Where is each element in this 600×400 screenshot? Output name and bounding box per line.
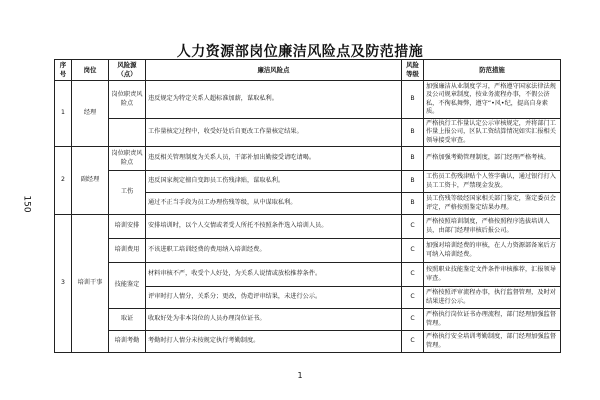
seq-cell: 1 [55, 81, 72, 147]
measures-cell: 按照职业技能鉴定文件条件审核推荐，汇报领导审查。 [424, 263, 561, 287]
measures-cell: 严格执行工作量认定公示审核规定，并将部门工作量上报公司，区队工资结算情况如实汇报相关领导接受审查。 [424, 119, 561, 147]
risk-point-cell: 材料审核不严，收受个人好处，为关系人说情或放松推荐条件。 [146, 263, 402, 287]
seq-cell: 2 [55, 147, 72, 215]
measures-cell: 严格执行安全培训考勤制度，部门经理加强监督管理。 [424, 331, 561, 353]
side-page-number: 150 [21, 195, 32, 213]
table-row [55, 239, 561, 263]
risk-type-cell [109, 119, 146, 147]
risk-point-cell: 违反国家规定擅自变卸员工伤残津贴，谋取私利。 [146, 171, 402, 193]
table-row [55, 331, 561, 353]
table-row [55, 147, 561, 171]
risk-point-cell: 工作量核定过程中，收受好处后自更改工作量核定结果。 [146, 119, 402, 147]
header-seq: 序号 [55, 60, 72, 81]
risk-type-cell: 技能鉴定 [109, 263, 146, 309]
risk-level-cell: C [402, 263, 424, 287]
risk-level-cell: B [402, 171, 424, 193]
table-row [55, 171, 561, 193]
risk-point-cell: 违反相关管理制度为关系人员，干部补加出勤接受请吃请喝。 [146, 147, 402, 171]
risk-type-cell: 岗位职责风险点 [109, 81, 146, 119]
position-cell: 副经理 [72, 147, 109, 215]
measures-cell: 工伤员工伤残津贴个人签字确认，通过银行打入员工工资卡，严禁现金发放。 [424, 171, 561, 193]
measures-cell: 加强廉洁从业制度学习，严格遵守国家法律法规及公司规章制度，按业务流程办事，不假公济私，不徇私舞弊，遵守“•风•纪，提高自身素质。 [424, 81, 561, 119]
header-position: 岗位 [72, 60, 109, 81]
risk-level-cell: B [402, 147, 424, 171]
table-row [55, 263, 561, 287]
risk-point-cell: 收取好处为非本岗位的人员办理岗位证书。 [146, 309, 402, 331]
header-risk-level: 风险等级 [402, 60, 424, 81]
risk-type-cell: 工伤 [109, 171, 146, 215]
risk-point-cell: 违反规定为特定关系人超标准加薪，谋取私利。 [146, 81, 402, 119]
risk-level-cell: C [402, 215, 424, 239]
table-row [55, 119, 561, 147]
measures-cell: 严格执行岗位证书办理流程，部门经理加强监督管理。 [424, 309, 561, 331]
risk-level-cell: B [402, 119, 424, 147]
position-cell: 培训干事 [72, 215, 109, 353]
measures-cell: 严格加强考勤管理制度，部门经理严格考核。 [424, 147, 561, 171]
measures-cell: 加强对培训经费的审核，在人力资源部备案后方可纳入培训经费。 [424, 239, 561, 263]
header-measures: 防范措施 [424, 60, 561, 81]
table-row [55, 309, 561, 331]
risk-type-cell: 培训安排 [109, 215, 146, 239]
table-row [55, 215, 561, 239]
risk-level-cell: C [402, 331, 424, 353]
risk-point-cell: 安排培训时，以个人交情或者受人所托不按照条件选入培训人员。 [146, 215, 402, 239]
table-row [55, 81, 561, 119]
header-risk-type: 风险源（点） [109, 60, 146, 81]
risk-type-cell: 培训费用 [109, 239, 146, 263]
risk-level-cell: B [402, 193, 424, 215]
risk-point-cell: 考勤时打人情分未按规定执行考勤制度。 [146, 331, 402, 353]
risk-point-cell: 通过不正当手段为员工办理伤残等级，从中谋取私利。 [146, 193, 402, 215]
seq-cell: 3 [55, 215, 72, 353]
document-title: 人力资源部岗位廉洁风险点及防范措施 [176, 44, 424, 60]
measures-cell: 严格按照培训制度，严格按照程序选拔培训人员，由部门经理审核后报公司。 [424, 215, 561, 239]
risk-type-cell: 岗位职责风险点 [109, 147, 146, 171]
risk-type-cell: 培训考勤 [109, 331, 146, 353]
risk-level-cell: B [402, 81, 424, 119]
position-cell: 经理 [72, 81, 109, 147]
page-number: 1 [297, 371, 303, 380]
measures-cell: 员工伤残等级经国家相关部门鉴定，鉴定委员会评定，严格按照鉴定结果办理。 [424, 193, 561, 215]
risk-level-cell: C [402, 239, 424, 263]
risk-point-cell: 评审时打人情分，关系分；更改，伪造评审结果，未进行公示。 [146, 287, 402, 309]
table-header-row [55, 60, 561, 81]
risk-table [54, 59, 561, 353]
risk-type-cell: 取证 [109, 309, 146, 331]
risk-level-cell: C [402, 309, 424, 331]
risk-point-cell: 不该进职工培训经费的费用纳入培训经费。 [146, 239, 402, 263]
risk-level-cell: C [402, 287, 424, 309]
measures-cell: 严格按照评审流程办事，执行监督管理，及时对结果进行公示。 [424, 287, 561, 309]
header-risk-point: 廉洁风险点 [146, 60, 402, 81]
